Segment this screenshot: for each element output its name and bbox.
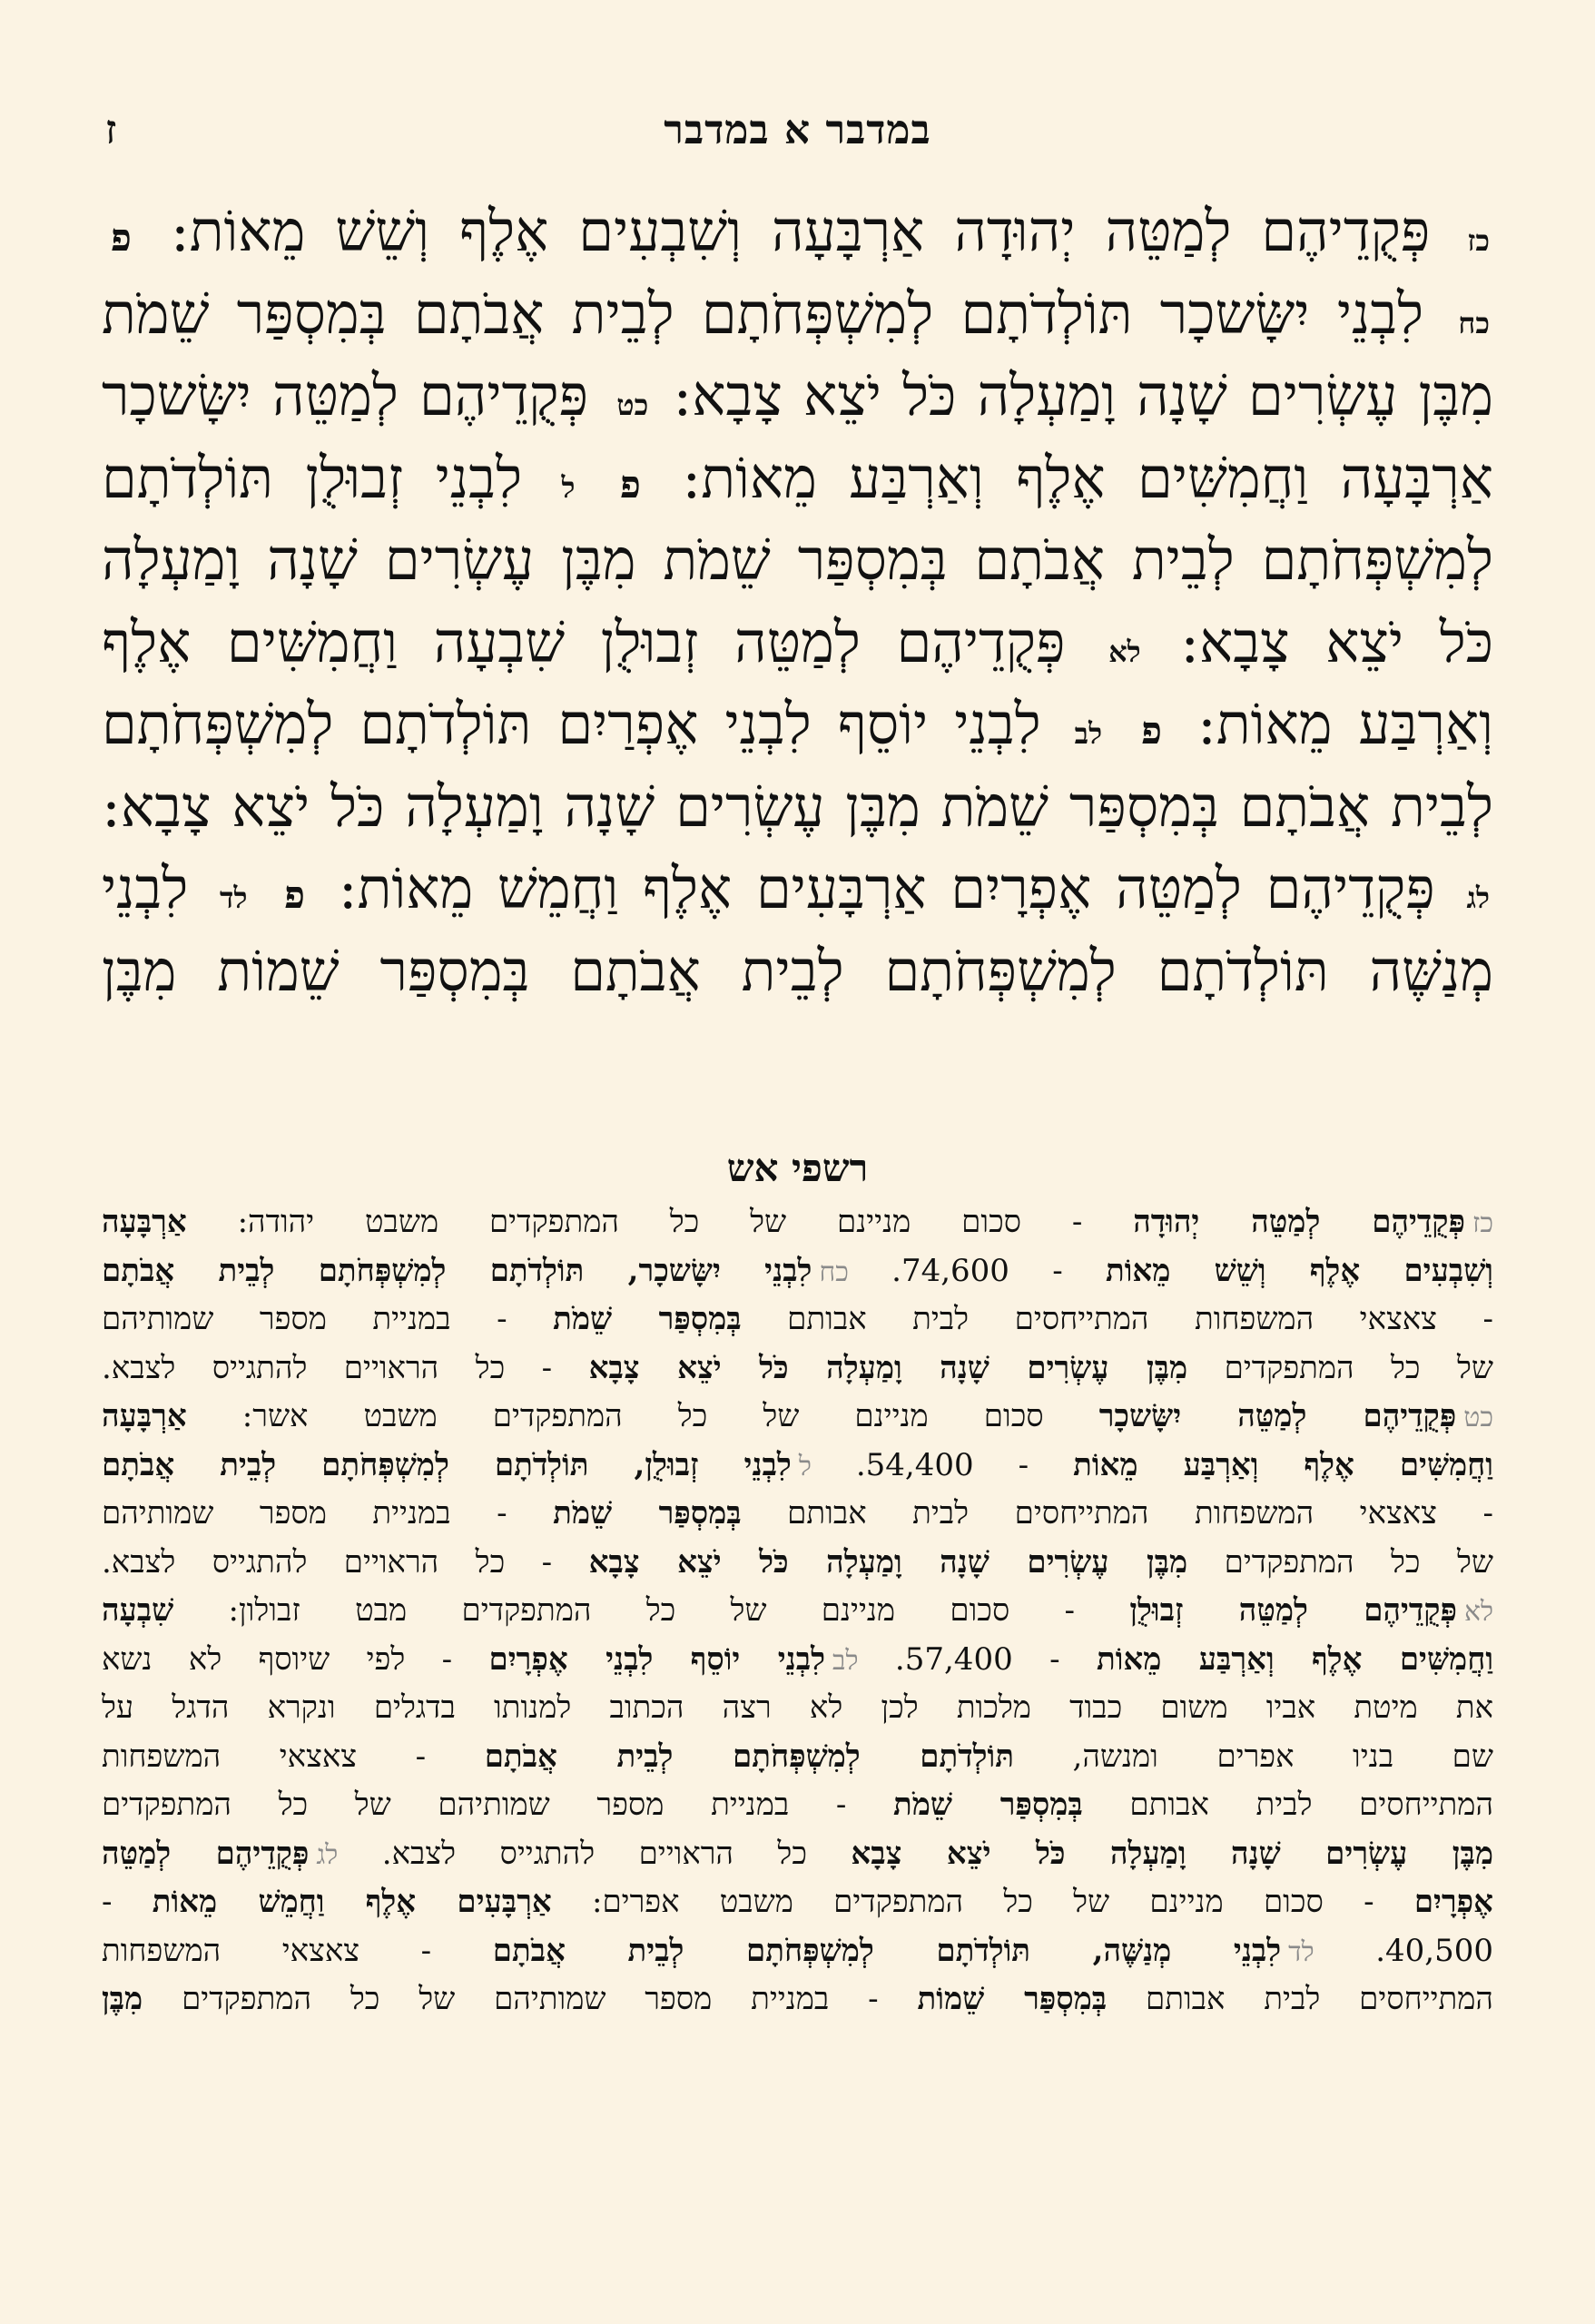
text-segment: 40,500. — [1314, 1932, 1493, 1969]
verse-number: כז — [1472, 1207, 1493, 1239]
text-segment: - צאצאי המשפחות המתייחסים לבית אבותם — [741, 1495, 1493, 1531]
quoted-phrase: מִבֶּן עֶשְׂרִים שָׁנָה וָמַעְלָה כֹּל יֹצֵא צָבָא — [588, 1349, 1188, 1386]
quoted-phrase: בְּמִסְפַּר שֵׁמֹת — [553, 1301, 742, 1337]
text-segment: - במניית מספר שמותיהם — [102, 1301, 554, 1337]
quoted-phrase: בְּמִסְפַּר שֵׁמֹת — [553, 1495, 742, 1531]
quoted-phrase: אַרְבָּעָה — [102, 1398, 187, 1434]
petucha-mark: פ — [111, 215, 132, 260]
quoted-phrase: אַרְבָּעִים אֶלֶף וַחֲמֵשׁ מֵאוֹת — [152, 1884, 552, 1920]
verse-number: כח — [1458, 305, 1490, 340]
text-segment: המתייחסים לבית אבותם — [1082, 1787, 1493, 1823]
page-header — [102, 107, 1493, 171]
running-title: במדבר א במדבר — [664, 107, 931, 153]
text-segment: מְנַשֶּׁה תּוֹלְדֹתָם לְמִשְׁפְּחֹתָם לְבֵית אֲבֹתָם בְּמִסְפַּר שֵׁמוֹת מִבֶּן — [102, 937, 1493, 1004]
quoted-phrase: וַחֲמִשִּׁים אֶלֶף וְאַרְבַּע מֵאוֹת — [1073, 1446, 1493, 1483]
text-segment: לְבֵית אֲבֹתָם בְּמִסְפַּר שֵׁמֹת מִבֶּן עֶשְׂרִים שָׁנָה וָמַעְלָה כֹּל יֹצֵא צָבָא: — [102, 773, 1493, 840]
quoted-phrase: לִבְנֵי יִשָּׂשכָר, תּוֹלְדֹתָם לְמִשְׁפְּחֹתָם לְבֵית אֲבֹתָם — [102, 1252, 812, 1289]
text-segment: - כל הראויים להתגייס לצבא. — [102, 1543, 589, 1581]
text-segment: של כל המתפקדים — [1187, 1543, 1493, 1581]
commentary-line — [102, 1733, 1493, 1782]
text-segment: של כל המתפקדים — [1187, 1349, 1493, 1386]
quoted-phrase: מִבֶּן עֶשְׂרִים שָׁנָה וָמַעְלָה כֹּל יֹצֵא צָבָא — [588, 1543, 1188, 1581]
text-segment: - צאצאי המשפחות — [102, 1738, 485, 1775]
verse-line — [102, 931, 1493, 1013]
commentary-line — [102, 1636, 1493, 1685]
page-number: ז — [105, 107, 117, 153]
verse-number: לא — [1463, 1596, 1493, 1628]
quoted-phrase: פְּקֻדֵיהֶם לְמַטֵּה יְהוּדָה — [1133, 1204, 1465, 1240]
quoted-phrase: לִבְנֵי זְבוּלֻן, תּוֹלְדֹתָם לְמִשְׁפְּחֹתָם לְבֵית אֲבֹתָם — [102, 1446, 792, 1483]
quoted-phrase: וַחֲמִשִּׁים אֶלֶף וְאַרְבַּע מֵאוֹת — [1096, 1640, 1493, 1678]
scripture-text — [102, 191, 1493, 1012]
text-segment: - 74,600. — [848, 1252, 1106, 1289]
text-segment: לִבְנֵי זְבוּלֻן תּוֹלְדֹתָם — [102, 444, 523, 511]
verse-line — [102, 519, 1493, 602]
quoted-phrase: שִׁבְעָה — [102, 1592, 174, 1629]
verse-line — [102, 438, 1493, 520]
quoted-phrase: בְּמִסְפַּר שֵׁמוֹת — [917, 1981, 1108, 2017]
verse-line — [102, 191, 1493, 273]
text-segment: - סכום מניינם של כל המתפקדים מבט זבולון: — [173, 1592, 1130, 1629]
text-segment: לִבְנֵי — [102, 855, 189, 921]
text-segment: פְּקֻדֵיהֶם לְמַטֵּה יִשָּׂשכָר — [102, 362, 589, 428]
quoted-phrase: וְשִׁבְעִים אֶלֶף וְשֵׁשׁ מֵאוֹת — [1105, 1252, 1493, 1289]
verse-number: לג — [1466, 881, 1491, 915]
commentary-line — [102, 1587, 1493, 1636]
commentary-line — [102, 1781, 1493, 1830]
text-segment: פְּקֻדֵיהֶם לְמַטֵּה זְבוּלֻן שִׁבְעָה וַחֲמִשִּׁים אֶלֶף — [102, 608, 1066, 675]
commentary-line — [102, 1247, 1493, 1296]
text-segment: - לפי שיוסף לא נשא — [102, 1640, 489, 1678]
text-segment: - סכום מניינם של כל המתפקדים משבט אפרים: — [551, 1884, 1414, 1920]
verse-number: ל — [798, 1450, 812, 1482]
text-segment: - במניית מספר שמותיהם של כל המתפקדים — [143, 1981, 918, 2017]
quoted-phrase: מִבֶּן — [102, 1981, 143, 2017]
commentary-line — [102, 1927, 1493, 1976]
text-segment: - — [102, 1884, 153, 1920]
text-segment: סכום מניינם של כל המתפקדים משבט אשר: — [186, 1398, 1099, 1434]
text-segment: - צאצאי המשפחות — [102, 1932, 493, 1969]
verse-line — [102, 684, 1493, 766]
text-segment: כל הראויים להתגייס לצבא. — [338, 1835, 852, 1872]
verse-number: לב — [1074, 716, 1103, 751]
text-segment: - 54,400. — [811, 1446, 1074, 1483]
verse-number: לא — [1108, 634, 1141, 669]
verse-number: לג — [316, 1838, 339, 1871]
verse-number: לב — [832, 1644, 859, 1677]
petucha-mark: פ — [619, 461, 641, 507]
verse-number: לד — [220, 881, 248, 915]
text-segment: לִבְנֵי יִשָּׂשכָר תּוֹלְדֹתָם לְמִשְׁפְּחֹתָם לְבֵית אֲבֹתָם בְּמִסְפַּר שֵׁמֹת — [102, 280, 1424, 347]
verse-number: כז — [1467, 223, 1490, 258]
text-segment: - סכום מניינם של כל המתפקדים משבט יהודה: — [186, 1204, 1134, 1240]
text-segment: לִבְנֵי יוֹסֵף לִבְנֵי אֶפְרַיִם תּוֹלְדֹתָם לְמִשְׁפְּחֹתָם — [102, 691, 1041, 757]
text-segment: מִבֶּן עֶשְׂרִים שָׁנָה וָמַעְלָה כֹּל יֹצֵא צָבָא: — [673, 362, 1493, 428]
commentary-line — [102, 1198, 1493, 1247]
petucha-mark: פ — [1141, 708, 1162, 753]
commentary-line — [102, 1344, 1493, 1393]
verse-line — [102, 602, 1493, 684]
quoted-phrase: תּוֹלְדֹתָם לְמִשְׁפְּחֹתָם לְבֵית אֲבֹתָם — [484, 1738, 1014, 1775]
text-segment: כֹּל יֹצֵא צָבָא: — [1180, 608, 1493, 675]
quoted-phrase: אַרְבָּעָה — [102, 1204, 187, 1240]
quoted-phrase: בְּמִסְפַּר שֵׁמֹת — [893, 1787, 1083, 1823]
commentary-title: רשפי אש — [726, 1146, 869, 1190]
verse-number: כט — [616, 388, 649, 422]
text-segment: - צאצאי המשפחות המתייחסים לבית אבותם — [741, 1301, 1493, 1337]
quoted-phrase: פְּקֻדֵיהֶם לְמַטֵּה זְבוּלֻן — [1129, 1592, 1457, 1629]
text-segment: - במניית מספר שמותיהם של כל המתפקדים — [102, 1787, 894, 1823]
text-segment: - כל הראויים להתגייס לצבא. — [102, 1349, 589, 1386]
commentary-text — [102, 1198, 1493, 2024]
text-segment: לְמִשְׁפְּחֹתָם לְבֵית אֲבֹתָם בְּמִסְפַּר שֵׁמֹת מִבֶּן עֶשְׂרִים שָׁנָה וָמַעְלָה — [102, 527, 1493, 593]
text-segment: את מיטת אביו משום כבוד מלכות לכן לא רצה הכתוב למנותו בדגלים ונקרא הדגל על — [102, 1689, 1493, 1726]
quoted-phrase: לִבְנֵי יוֹסֵף לִבְנֵי אֶפְרָיִם — [488, 1640, 826, 1678]
verse-number: כט — [1463, 1402, 1493, 1433]
commentary-line — [102, 1442, 1493, 1491]
quoted-phrase: מִבֶּן עֶשְׂרִים שָׁנָה וָמַעְלָה כֹּל יֹצֵא צָבָא — [851, 1835, 1493, 1872]
text-segment: המתייחסים לבית אבותם — [1107, 1981, 1493, 2017]
quoted-phrase: לִבְנֵי מְנַשֶּׁה, תּוֹלְדֹתָם לְמִשְׁפְּחֹתָם לְבֵית אֲבֹתָם — [492, 1932, 1282, 1969]
verse-line — [102, 355, 1493, 438]
commentary-line — [102, 1295, 1493, 1344]
text-segment: - 57,400. — [858, 1640, 1097, 1678]
text-segment: אַרְבָּעָה וַחֲמִשִּׁים אֶלֶף וְאַרְבַּע מֵאוֹת: — [682, 444, 1493, 511]
quoted-phrase: אֶפְרָיִם — [1413, 1884, 1493, 1920]
verse-line — [102, 273, 1493, 356]
commentary-line — [102, 1975, 1493, 2024]
text-segment: - במניית מספר שמותיהם — [102, 1495, 554, 1531]
quoted-phrase: פְּקֻדֵיהֶם לְמַטֵּה יִשָּׂשכָר — [1098, 1398, 1457, 1434]
petucha-mark: פ — [284, 872, 305, 917]
text-segment: פְּקֻדֵיהֶם לְמַטֵּה יְהוּדָה אַרְבָּעָה וְשִׁבְעִים אֶלֶף וְשֵׁשׁ מֵאוֹת: — [170, 198, 1431, 264]
commentary-line — [102, 1490, 1493, 1539]
commentary-line — [102, 1830, 1493, 1879]
text-segment: פְּקֻדֵיהֶם לְמַטֵּה אֶפְרָיִם אַרְבָּעִים אֶלֶף וַחֲמֵשׁ מֵאוֹת: — [338, 855, 1435, 921]
text-segment: שם בניו אפרים ומנשה, — [1013, 1738, 1493, 1775]
verse-line — [102, 848, 1493, 931]
commentary-line — [102, 1393, 1493, 1442]
quoted-phrase: פְּקֻדֵיהֶם לְמַטֵּה — [102, 1835, 310, 1872]
verse-line — [102, 766, 1493, 849]
commentary-line — [102, 1684, 1493, 1733]
verse-number: לד — [1288, 1935, 1314, 1968]
commentary-line — [102, 1878, 1493, 1927]
commentary-line — [102, 1539, 1493, 1588]
verse-number: ל — [561, 469, 576, 505]
text-segment: וְאַרְבַּע מֵאוֹת: — [1196, 691, 1493, 757]
verse-number: כח — [819, 1256, 849, 1288]
